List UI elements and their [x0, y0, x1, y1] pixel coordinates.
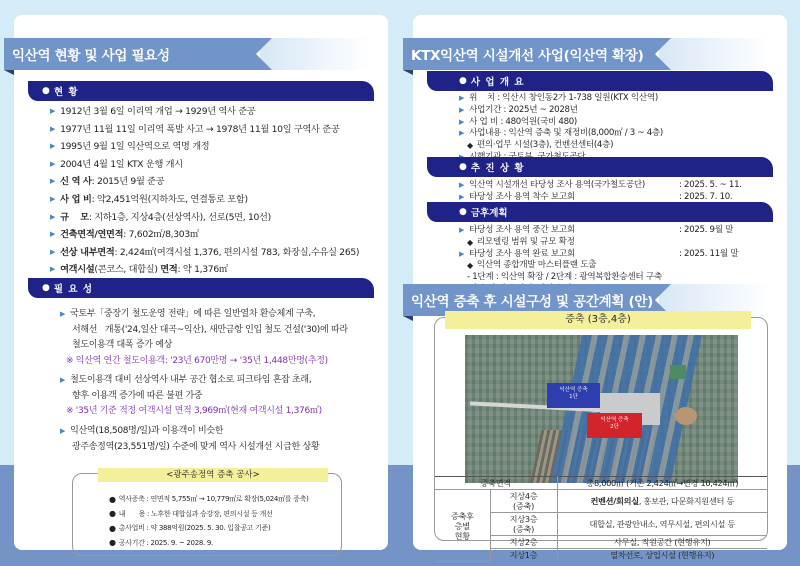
list-item [50, 173, 359, 191]
triangle-right-icon: ▶ [459, 94, 465, 102]
overview-list [459, 93, 663, 164]
line-text: 국토부「중장기 철도운영 전략」에 따른 일반열차 환승체계 구축, [70, 309, 316, 319]
bullet-icon: ● [42, 283, 50, 293]
floor-line: (증축) [512, 524, 534, 534]
item-text: : 지하1층, 지상4층(선상역사), 선로(5면, 10선) [88, 211, 271, 223]
section-title: 익산역 현황 및 사업 필요성 [4, 38, 256, 70]
item-text: 익산역 시설개선 타당성 조사 용역(국가철도공단) [469, 180, 645, 190]
diamond-icon: ◆ [467, 237, 473, 247]
group-line: 증축후 [450, 510, 474, 521]
bullet-icon: ● [459, 207, 467, 217]
triangle-right-icon: ▶ [50, 247, 56, 256]
aerial-photo [465, 335, 738, 483]
necessity-line [60, 307, 348, 323]
item-label: 신 역 사 [60, 176, 92, 188]
necessity-note: ※ '35년 기준 적정 여객시설 면적 3,969㎡(현재 여객시설 1,376㎡) [66, 406, 322, 416]
subheader-label: 필 요 성 [53, 284, 94, 295]
item-text: - 1단계 : 익산역 확장 / 2단계 : 광역복합환승센터 구축 [467, 272, 662, 283]
ribbon-fold [4, 70, 14, 75]
table-row [435, 490, 767, 513]
bullet-icon: ● [109, 538, 116, 548]
item-label: 선상 내부면적 [60, 246, 115, 258]
table-cell: 대합실, 관광안내소, 역무시설, 편의시설 등 [557, 513, 767, 536]
list-item [50, 138, 359, 156]
item-text: 편의·업무 시설(3층), 컨벤션센터(4층) [476, 140, 614, 151]
item-text: 2004년 4월 1일 KTX 운행 개시 [60, 158, 183, 170]
table-cell: 증축면적 [435, 477, 557, 490]
list-item [50, 261, 359, 279]
bullet-icon: ● [459, 76, 467, 86]
cell-bold: 컨벤션/회의실 [590, 496, 639, 506]
item-label: 사 업 비 [60, 193, 92, 205]
label-line: 1단 [569, 394, 578, 400]
ribbon-fade [260, 38, 370, 70]
item-text: 사업내용 : 익산역 증축 및 재정비(8,000㎡ / 3 ~ 4층) [469, 128, 663, 139]
list-item [459, 128, 663, 140]
list-item [50, 121, 359, 139]
reference-project-box [72, 470, 342, 556]
ribbon-fade [659, 38, 769, 70]
list-item [109, 536, 309, 551]
necessity-block-3 [60, 424, 319, 455]
item-date: : 2025. 9월 말 [679, 225, 734, 235]
list-item [109, 492, 309, 507]
triangle-right-icon: ▶ [60, 310, 66, 318]
item-text: : 약 1,376㎡ [177, 264, 228, 276]
triangle-right-icon: ▶ [50, 194, 56, 203]
triangle-right-icon: ▶ [459, 226, 465, 234]
list-item [459, 180, 742, 192]
section-title: KTX익산역 시설개선 사업(익산역 확장) [403, 38, 655, 70]
table-cell: 열차선로, 상업시설 (현행유지) [557, 549, 767, 562]
list-item [459, 117, 663, 129]
floor-line: (증축) [512, 501, 534, 511]
item-text: 타당성 조사 용역 완료 보고회 [469, 248, 575, 259]
triangle-right-icon: ▶ [50, 107, 56, 115]
subheader-label: 추 진 상 황 [470, 163, 525, 174]
bullet-icon: ● [459, 162, 467, 172]
label-line: 익산역 증축 [600, 417, 629, 423]
subheader-necessity [28, 278, 374, 298]
list-item [50, 156, 359, 174]
section-ribbon-ktx-project [403, 38, 769, 70]
triangle-right-icon: ▶ [50, 212, 56, 221]
triangle-right-icon: ▶ [50, 230, 56, 239]
status-list [50, 103, 359, 279]
necessity-line [60, 373, 322, 389]
table-cell [490, 490, 557, 513]
item-text: 공사기간 : 2025. 9. ~ 2028. 9. [118, 538, 213, 547]
triangle-right-icon: ▶ [459, 129, 465, 138]
item-text: 1977년 11월 11일 이리역 폭발 사고 → 1978년 11월 10일 구역사 준공 [60, 123, 340, 135]
floor-line: 지상4층 [509, 491, 538, 501]
item-text: 타당성 조사 용역 중간 보고회 [469, 225, 575, 235]
item-text: 1995년 9월 1일 익산역으로 역명 개정 [60, 141, 210, 153]
list-item [459, 105, 663, 117]
ribbon-fold [403, 316, 413, 321]
item-text: 리모델링 범위 및 규모 확정 [476, 236, 575, 247]
item-text: 역사증축 : 연면적 5,755㎡ → 10,779㎡로 확장(5,024㎡를 증축) [118, 495, 309, 504]
table-row [435, 477, 767, 490]
subheader-label: 사 업 개 요 [470, 77, 525, 88]
line-text: 철도이용객 대비 선상역사 내부 공간 협소로 피크타임 혼잡 초래, [70, 375, 312, 385]
ribbon-fold [403, 70, 413, 75]
section-title: 익산역 증축 후 시설구성 및 공간계획 (안) [403, 284, 655, 316]
triangle-right-icon: ▶ [50, 124, 56, 133]
line-text: 익산역(18,508명/일)과 이용객이 비슷한 [70, 426, 224, 436]
item-text: 사 업 비 : 480억원(국비 480) [469, 116, 577, 127]
item-date: : 2025. 11월 말 [679, 248, 739, 259]
subheader-progress [427, 157, 773, 177]
necessity-line: 광주송정역(23,551명/일) 수준에 맞게 역사 시설개선 시급한 상황 [72, 441, 320, 452]
subheader-status [28, 81, 374, 101]
list-item [109, 521, 309, 536]
item-text: 익산역 종합개발 마스터플랜 도출 [476, 260, 597, 271]
list-item [50, 209, 359, 227]
necessity-line: 향후 이용객 증가에 따른 불편 가중 [72, 390, 203, 401]
list-item [109, 507, 309, 522]
item-text: : 2,424㎡(여객시설 1,376, 편의시설 783, 화장실,수유실 265) [114, 246, 360, 258]
list-item [459, 237, 662, 249]
left-page [14, 15, 388, 550]
triangle-right-icon: ▶ [459, 249, 465, 258]
list-item [50, 103, 359, 121]
phase1-extension-label [547, 383, 600, 408]
diamond-icon: ◆ [467, 141, 473, 151]
item-label: 면적 [160, 264, 178, 276]
subheader-label: 현 황 [53, 87, 79, 98]
triangle-right-icon: ▶ [459, 117, 465, 126]
table-cell: 지상1층 [490, 549, 557, 562]
necessity-line [60, 424, 319, 440]
triangle-right-icon: ▶ [50, 265, 56, 274]
necessity-line: 서해선 개통('24,일산 대곡~익산), 새만금항 인입 철도 건설('30)에 따라 [72, 324, 348, 335]
table-cell: 지상2층 [490, 536, 557, 549]
item-text: : 약2,451억원(지하차도, 연결통로 포함) [91, 193, 248, 205]
triangle-right-icon: ▶ [459, 192, 465, 201]
floor-plan-table [435, 476, 767, 562]
list-item [50, 244, 359, 262]
item-text: 내 용 : 노후한 대합실과 승강장, 편의시설 등 개선 [118, 509, 273, 518]
necessity-block-1 [60, 307, 348, 369]
triangle-right-icon: ▶ [50, 159, 56, 168]
label-line: 익산역 증축 [559, 387, 588, 393]
table-cell: 총8,000㎡ (기존 2,424㎡→변경 10,424㎡) [557, 477, 767, 490]
list-item [50, 226, 359, 244]
group-line: 현황 [454, 530, 470, 541]
triangle-right-icon: ▶ [459, 105, 465, 114]
phase2-extension-label [587, 413, 642, 438]
item-text: 위 치 : 익산시 창인동2가 1-738 일원(KTX 익산역) [469, 93, 658, 103]
table-cell [490, 513, 557, 536]
cell-text: , 홍보관, 다문화지원센터 등 [638, 496, 735, 506]
triangle-right-icon: ▶ [60, 427, 66, 435]
item-text: 총사업비 : 약 388억원(2025. 5. 30. 입찰공고 기준) [118, 524, 271, 533]
subheader-overview [427, 71, 773, 91]
bullet-icon: ● [109, 494, 116, 504]
reference-project-title: <광주송정역 증축 공사> [98, 468, 328, 482]
subheader-future-plan [427, 202, 773, 222]
space-plan-box [434, 314, 768, 561]
triangle-right-icon: ▶ [60, 376, 66, 384]
list-item [459, 272, 662, 284]
floor-line: 지상3층 [509, 514, 538, 524]
diamond-icon: ◆ [467, 261, 473, 271]
plaza [675, 407, 697, 425]
item-label: 여객시설 [60, 264, 95, 276]
progress-list [459, 180, 742, 204]
item-text: 사업기간 : 2025년 ~ 2028년 [469, 104, 578, 115]
list-item [459, 225, 734, 237]
space-plan-title: 증축 (3층,4층) [445, 311, 751, 329]
group-line: 층별 [454, 520, 470, 531]
item-label: 규 모 [60, 211, 89, 223]
table-cell: 사무실, 직원공간 (현행유지) [557, 536, 767, 549]
list-item [459, 248, 739, 261]
triangle-right-icon: ▶ [50, 177, 56, 186]
necessity-block-2 [60, 373, 322, 420]
item-text: : 7,602㎡/8,303㎡ [123, 229, 199, 241]
right-page [411, 15, 787, 561]
list-item [459, 93, 663, 105]
triangle-right-icon: ▶ [459, 181, 465, 189]
section-ribbon-status-necessity [4, 38, 370, 70]
bullet-icon: ● [109, 523, 116, 533]
building-roof [670, 365, 686, 379]
bullet-icon: ● [109, 509, 116, 519]
triangle-right-icon: ▶ [50, 142, 56, 151]
list-item [459, 260, 662, 272]
table-cell-group [435, 490, 490, 562]
list-item [50, 191, 359, 209]
bullet-icon: ● [42, 86, 50, 96]
table-cell [557, 490, 767, 513]
item-text: : 2015년 9월 준공 [91, 176, 165, 188]
necessity-note: ※ 익산역 연간 철도이용객: '23년 670만명 → '35년 1,448만명(추정) [66, 355, 328, 366]
item-date: : 2025. 7. 10. [679, 191, 733, 202]
item-text: (콘코스, 대합실) [94, 264, 161, 276]
item-label: 건축면적/연면적 [60, 229, 124, 241]
item-text: 1912년 3월 6일 이리역 개업 → 1929년 역사 준공 [60, 106, 256, 117]
necessity-line: 철도이용객 대폭 증가 예상 [72, 340, 173, 350]
item-text: 타당성 조사 용역 착수 보고회 [469, 191, 575, 202]
list-item [459, 140, 663, 152]
label-line: 2단 [610, 424, 619, 430]
item-date: : 2025. 5. ~ 11. [679, 180, 742, 190]
subheader-label: 금후계획 [470, 208, 508, 219]
reference-project-list [109, 492, 309, 550]
